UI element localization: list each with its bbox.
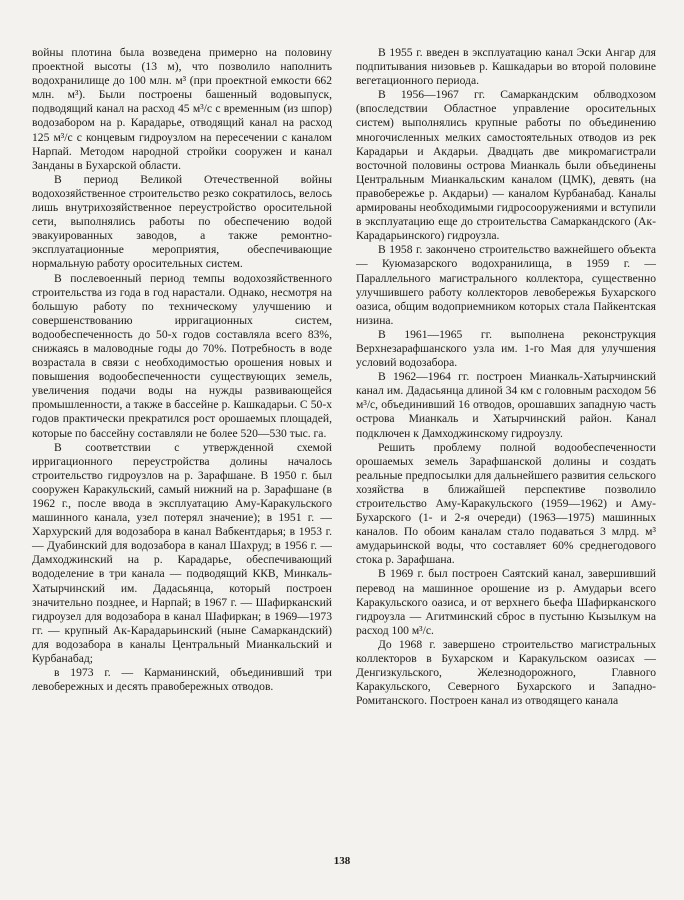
paragraph: В 1956—1967 гг. Самаркандским облводхозом (впоследствии Областное управление оросительных систем) выполнялись крупные работы по объединению многочисленных мелких самостоятельных отводов из рек Карадарьи и Акдарьи. Двадцать две микромагистрали восточной половины острова Мианкаль были объединены Центральным Мианкальским каналом (ЦМК), девять (на правобережье р. Акдарьи) — каналом Курбанабад. Каналы армированы необходимыми гидросооружениями и вступили в эксплуатацию еще до строительства Самаркандского (Ак-Карадарьинского) гидроузла. (356, 88, 656, 243)
paragraph: В 1969 г. был построен Саятский канал, завершивший перевод на машинное орошение из р. Амударьи всего Каракульского оазиса, и от верхнего бьефа Шафирканского гидроузла — Агитминский сброс в пустыню Кызылкум на расход 100 м³/с. (356, 567, 656, 637)
paragraph: В 1961—1965 гг. выполнена реконструкция Верхнезарафшанского узла им. 1-го Мая для улучшения условий водозабора. (356, 327, 656, 370)
paragraph: Решить проблему полной водообеспеченности орошаемых земель Зарафшанской долины и создать реальные предпосылки для дальнейшего развития сельского хозяйства в ближайшей перспективе позволило строительство Аму-Каракульского (1959—1962) и Аму-Бухарского (1- и 2-я очереди) (1963—1975) машинных каналов. По обоим каналам стало подаваться 3 млрд. м³ амударьинской воды, что составляет 60% среднегодового стока р. Зарафшана. (356, 440, 656, 567)
paragraph: В соответствии с утвержденной схемой ирригационного переустройства долины началось строительство гидроузлов на р. Зарафшане. В 1950 г. был сооружен Каракульский, самый нижний на р. Зарафшане (в 1962 г., после ввода в эксплуатацию Аму-Каракульского машинного канала, узел потерял значение); в 1951 г. — Хархурский для водозабора в канал Вабкентдарья; в 1953 г. — Дуабинский для водозабора в канал Шахруд; в 1956 г. — Дамходжинский на р. Карадарье, обеспечивающий вододеление в три канала — подводящий ККВ, Минкаль-Хатырчинский им. Дадасьянца, который построен значительно позднее, и Нарпай; в 1967 г. — Шафирканский гидроузел для водозабора в канал Шафиркан; в 1969—1973 гг. — крупный Ак-Карадарьинский (ныне Самаркандский) для водозабора в каналы Центральный Мианкальский и Курбанабад; (32, 440, 332, 666)
paragraph: В период Великой Отечественной войны водохозяйственное строительство резко сократилось, велось лишь внутрихозяйственное переустройство оросительной сети, выполнялись работы по обеспечению водой эвакуированных заводов, а также ремонтно-эксплуатационные мероприятия, обеспечивающие нормальную работу оросительных систем. (32, 172, 332, 271)
paragraph: В 1962—1964 гг. построен Мианкаль-Хатырчинский канал им. Дадасьянца длиной 34 км с головным расходом 56 м³/с, объединивший 16 отводов, орошавших западную часть острова Мианкаль и Хатырчинский район. Канал подключен к Дамходжинскому гидроузлу. (356, 370, 656, 440)
right-column (356, 46, 656, 708)
paragraph: В 1955 г. введен в эксплуатацию канал Эски Ангар для подпитывания низовьев р. Кашкадарьи во второй половине вегетационного периода. (356, 46, 656, 88)
page-number: 138 (333, 855, 351, 867)
paragraph: войны плотина была возведена примерно на половину проектной высоты (13 м), что позволило наполнить водохранилище до 100 млн. м³ (при проектной емкости 662 млн. м³). Были построены башенный водовыпуск, подводящий канал на расход 45 м³/с с временным (из шпор) водозабором на р. Карадарье, отводящий канал на расход 125 м³/с с концевым гидроузлом на пересечении с каналом Нарпай. Методом народной стройки сооружен и канал Занданы в Бухарской области. (32, 46, 332, 172)
paragraph: В 1958 г. закончено строительство важнейшего объекта — Куюмазарского водохранилища, в 1959 г. — Параллельного магистрального коллектора, существенно улучшившего работу коллекторов левобережья Бухарского оазиса, общим водоприемником которых стала Пайкентская низина. (356, 243, 656, 327)
paragraph: До 1968 г. завершено строительство магистральных коллекторов в Бухарском и Каракульском оазисах — Денгизкульского, Железнодорожного, Главного Каракульского, Северного Бухарского и Западно-Ромитанского. Построен канал из отводящего канала (356, 637, 656, 708)
paragraph: в 1973 г. — Карманинский, объединивший три левобережных и десять правобережных отводов. (32, 666, 332, 694)
left-column (32, 46, 332, 694)
paragraph: В послевоенный период темпы водохозяйственного строительства из года в год нарастали. Однако, несмотря на большую работу по техническому улучшению и совершенствованию ирригационных систем, водообеспеченность до 50-х годов составляла всего 83%, снижаясь в маловодные годы до 70%. Потребность в воде возрастала в связи с необходимостью орошения новых и повышения водообеспеченности существующих земель, увеличения подачи воды на нужды развивающейся промышленности, а также в бассейне р. Кашкадарьи. С 50-х годов практически прекратился рост орошаемых площадей, которые по бассейну составляли не более 520—530 тыс. га. (32, 271, 332, 440)
